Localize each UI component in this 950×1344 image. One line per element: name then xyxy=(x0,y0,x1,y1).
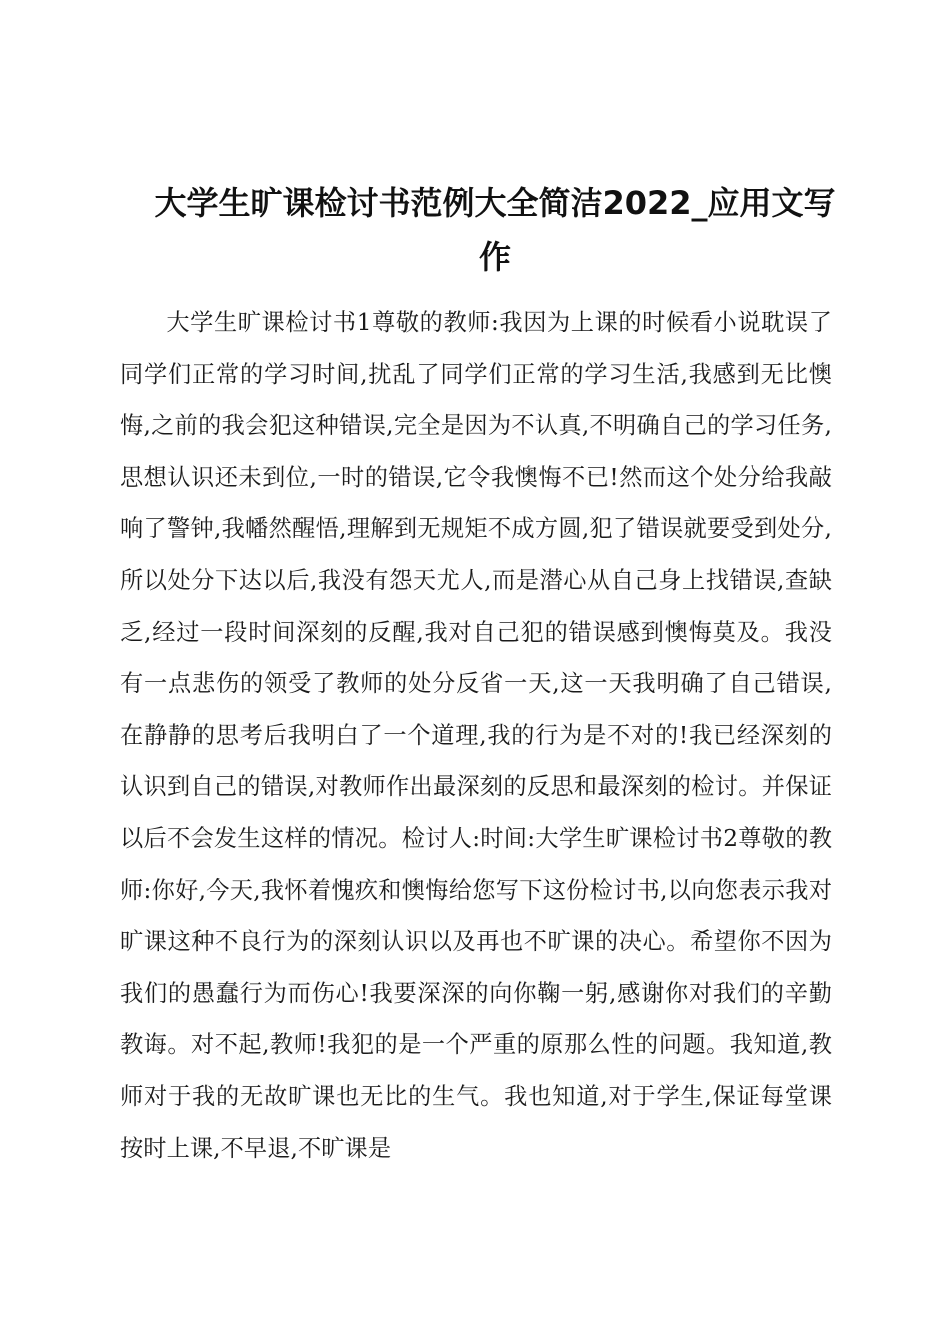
document-title: 大学生旷课检讨书范例大全简洁2022_应用文写作 xyxy=(154,184,836,276)
document-body: 大学生旷课检讨书1尊敬的教师:我因为上课的时候看小说耽误了同学们正常的学习时间,扰乱了同学们正常的学习生活,我感到无比懊悔,之前的我会犯这种错误,完全是因为不认真,不明确自己的学习任务,思想认识还未到位,一时的错误,它令我懊悔不已!然而这个处分给我敲响了警钟,我幡然醒悟,理解到无规矩不成方圆,犯了错误就要受到处分,所以处分下达以后,我没有怨天尤人,而是潜心从自己身上找错误,查缺乏,经过一段时间深刻的反醒,我对自己犯的错误感到懊悔莫及。我没有一点悲伤的领受了教师的处分反省一天,这一天我明确了自己错误,在静静的思考后我明白了一个道理,我的行为是不对的!我已经深刻的认识到自己的错误,对教师作出最深刻的反思和最深刻的检讨。并保证以后不会发生这样的情况。检讨人:时间:大学生旷课检讨书2尊敬的教师:你好,今天,我怀着愧疚和懊悔给您写下这份检讨书,以向您表示我对旷课这种不良行为的深刻认识以及再也不旷课的决心。希望你不因为我们的愚蠢行为而伤心!我要深深的向你鞠一躬,感谢你对我们的辛勤教诲。对不起,教师!我犯的是一个严重的原那么性的问题。我知道,教师对于我的无故旷课也无比的生气。我也知道,对于学生,保证每堂课按时上课,不早退,不旷课是 xyxy=(120,309,832,1162)
